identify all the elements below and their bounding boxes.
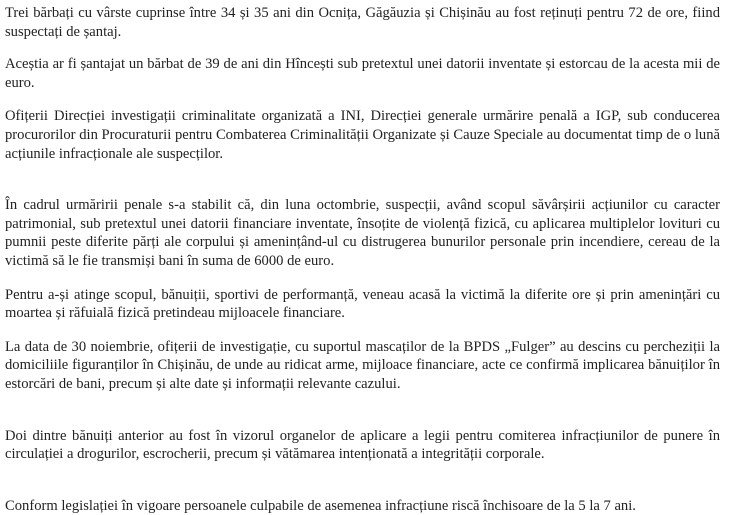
paragraph-penalty: Conform legislației în vigoare persoanele culpabile de asemenea infracțiune riscă închisoare de la 5 la 7 ani.	[5, 497, 636, 514]
paragraph-blackmail: Aceștia ar fi șantajat un bărbat de 39 de ani din Hîncești sub pretextul unei datorii inventate și estorcau de la acesta mii de euro.	[5, 56, 720, 91]
paragraph-detention: Trei bărbați cu vârste cuprinse între 34 și 35 ani din Ocnița, Găgăuzia și Chișinău au fost reținuți pentru 72 de ore, fiind suspectați de șantaj.	[5, 5, 720, 40]
paragraph-searches: La data de 30 noiembrie, ofițerii de investigație, cu suportul mascaților de la BPDS „Fulger” au descins cu percheziții la domiciliile figuranților în Chișinău, de unde au ridicat arme, mijloace financiare, acte ce confirmă implicarea bănuiților în estorcări de bani, precum și alte date și informații relevante cazului.	[5, 338, 720, 392]
paragraph-prior-record: Doi dintre bănuiți anterior au fost în vizorul organelor de aplicare a legii pentru comiterea infracțiunilor de punere în circulației a drogurilor, escrocherii, precum și vătămarea intenționată a integrității corporale.	[5, 427, 720, 463]
paragraph-investigators: Ofițerii Direcției investigații criminalitate organizată a INI, Direcției generale urmărire penală a IGP, sub conducerea procurorilor din Procuraturii pentru Combaterea Criminalității Organizate și Cauze Speciale au documentat timp de o lună acțiunile infracționale ale suspecților.	[5, 108, 720, 162]
paragraph-threats: Pentru a-și atinge scopul, bănuiții, sportivi de performanță, veneau acasă la victimă la diferite ore și prin amenințări cu moartea și răfuială fizică pretindeau mijloacele financiare.	[5, 286, 720, 322]
article-body	[5, 4, 720, 515]
paragraph-criminal-prosecution: În cadrul urmăririi penale s-a stabilit că, din luna octombrie, suspecții, având scopul săvârșirii acțiunilor cu caracter patrimonial, sub pretextul unei datorii financiare inventate, însoțite de violență fizică, cu aplicarea multiplelor lovituri cu pumnii peste diferite părți ale corpului și amenințând-ul cu distrugerea bunurilor personale prin incendiere, cereau de la victimă să le fie transmiși bani în suma de 6000 de euro.	[5, 197, 720, 269]
